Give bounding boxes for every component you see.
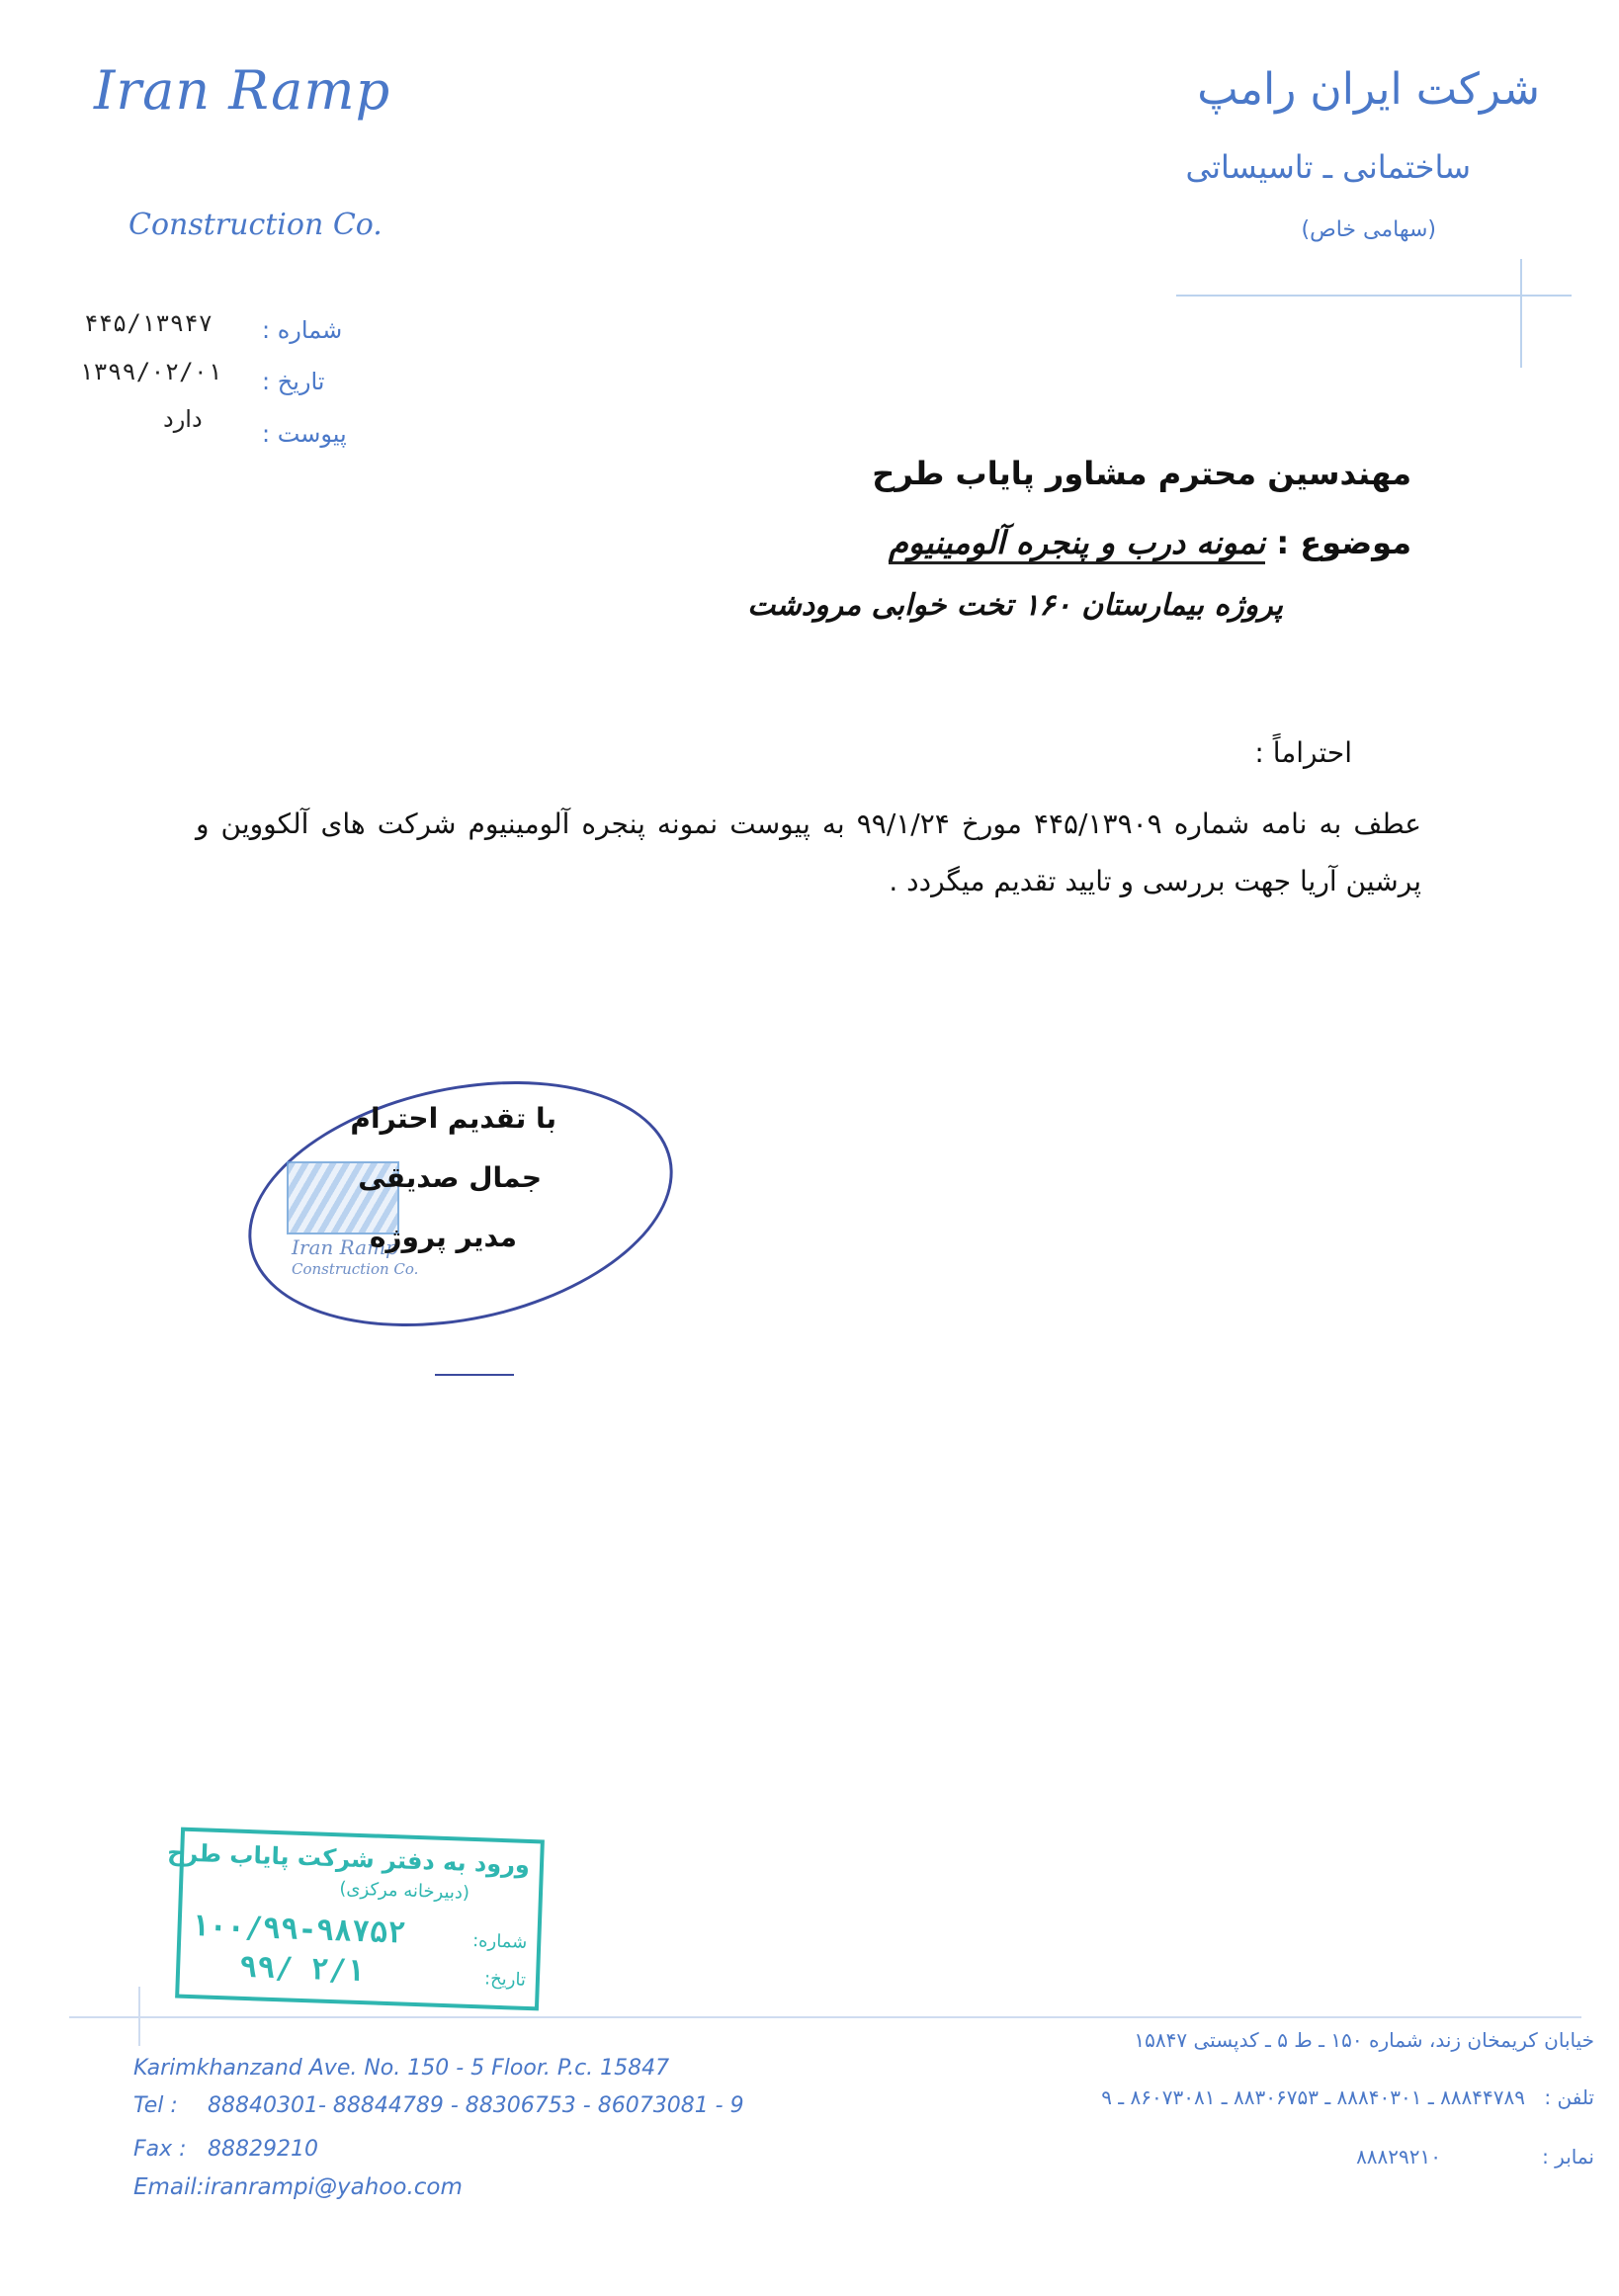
greeting: احتراماً : <box>1254 736 1352 769</box>
date-value: ۱۳۹۹/۰۲/۰۱ <box>79 358 222 385</box>
receipt-number-label: شماره: <box>471 1930 528 1953</box>
header-vertical-rule <box>1520 259 1522 368</box>
subject-label: موضوع : <box>1276 524 1411 561</box>
company-name-fa: شرکت ایران رامپ <box>1197 64 1540 115</box>
footer-tel-label-en: Tel : <box>133 2093 178 2118</box>
footer-vertical-rule <box>138 1987 140 2046</box>
header-divider <box>1176 295 1572 297</box>
recipient: مهندسین محترم مشاور پایاب طرح <box>872 455 1411 492</box>
footer-divider <box>69 2016 1581 2018</box>
stamp-subtext-en: Construction Co. <box>292 1260 419 1278</box>
stamp-text-en: Iran Ramp <box>292 1235 398 1259</box>
signature-closing: با تقدیم احترام <box>350 1102 556 1135</box>
signature-stroke <box>435 1374 514 1376</box>
date-label: تاریخ : <box>262 368 325 395</box>
receipt-date-value: ۹۹/ ۲/۱ <box>238 1949 366 1990</box>
footer-address-fa: خیابان کریمخان زند، شماره ۱۵۰ ـ ط ۵ ـ کدپستی ۱۵۸۴۷ <box>1134 2028 1594 2052</box>
attachment-value: دارد <box>163 405 203 433</box>
receipt-number-value: ۱۰۰/۹۹-۹۸۷۵۲ <box>191 1909 406 1951</box>
number-label: شماره : <box>262 316 343 344</box>
company-type-fa: ساختمانی ـ تاسیساتی <box>1185 148 1471 186</box>
signatory-name: جمال صدیقی <box>358 1161 542 1194</box>
number-value: ۴۴۵/۱۳۹۴۷ <box>84 309 213 337</box>
footer-tel-fa: ۸۸۸۴۴۷۸۹ ـ ۸۸۸۴۰۳۰۱ ـ ۸۸۳۰۶۷۵۳ ـ ۸۶۰۷۳۰۸۱ ـ ۹ <box>1101 2085 1525 2109</box>
logo-en: Iran Ramp <box>94 59 391 122</box>
receipt-stamp-title: ورود به دفتر شرکت پایاب طرح <box>166 1838 531 1879</box>
receipt-date-label: تاریخ: <box>483 1968 527 1991</box>
footer-tel-label-fa: تلفن : <box>1544 2085 1594 2109</box>
logo-subtitle: Construction Co. <box>128 208 383 242</box>
project-title: پروژه بیمارستان ۱۶۰ تخت خوابی مرودشت <box>747 588 1283 623</box>
footer-email[interactable]: Email:iranrampi@yahoo.com <box>133 2174 463 2200</box>
receipt-stamp <box>166 1828 545 2011</box>
footer-fax-label-fa: نمابر : <box>1542 2145 1594 2168</box>
footer-fax-label-en: Fax : <box>133 2137 187 2162</box>
receipt-stamp-subtitle: (دبیرخانه مرکزی) <box>339 1878 470 1904</box>
footer-fax-fa: ۸۸۸۲۹۲۱۰ <box>1356 2145 1441 2168</box>
footer-address-en: Karimkhanzand Ave. No. 150 - 5 Floor. P.c. 15847 <box>133 2056 670 2081</box>
body-paragraph: عطف به نامه شماره ۴۴۵/۱۳۹۰۹ مورخ ۹۹/۱/۲۴ به پیوست نمونه پنجره آلومینیوم شرکت های آلکووین و پرشین آریا جهت بررسی و تایید تقدیم میگردد . <box>196 808 1422 897</box>
subject <box>889 524 1411 561</box>
subject-value: نمونه درب و پنجره آلومینیوم <box>889 524 1265 564</box>
footer-fax-en: 88829210 <box>208 2137 318 2162</box>
signatory-title: مدیر پروژه <box>369 1221 517 1253</box>
footer-tel-en: 88840301- 88844789 - 88306753 - 86073081 - 9 <box>208 2093 744 2118</box>
company-share-fa: (سهامی خاص) <box>1301 217 1436 242</box>
attachment-label: پیوست : <box>262 420 347 448</box>
